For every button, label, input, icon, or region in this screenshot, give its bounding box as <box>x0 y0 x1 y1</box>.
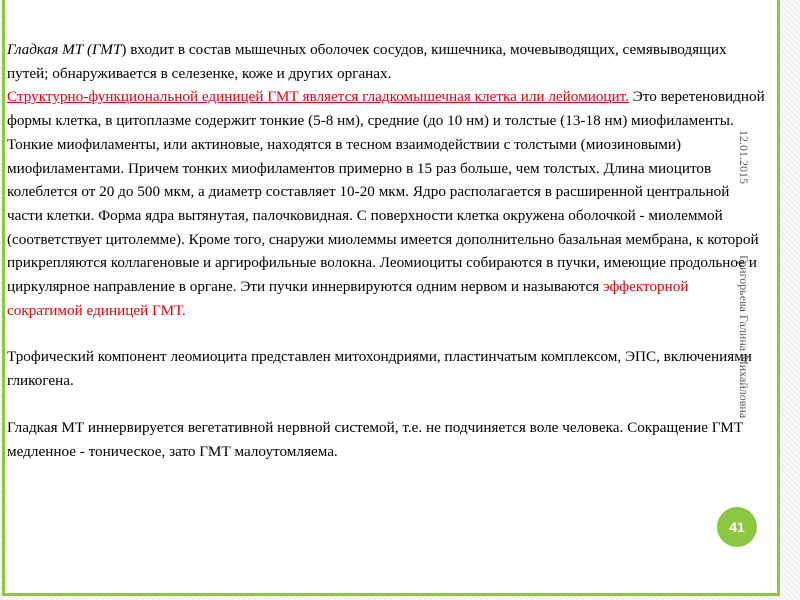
paragraph-2 <box>7 85 767 322</box>
slide-date: 12.01.2015 <box>737 130 751 184</box>
term-smooth-muscle: Гладкая МТ (ГМТ <box>7 41 122 58</box>
definition-highlight: Структурно-функциональной единицей ГМТ является гладкомышечная клетка или лейомиоцит. <box>7 88 629 106</box>
slide-author: Григорьева Галина Михайловна <box>737 255 751 419</box>
paragraph-4: Гладкая МТ иннервируется вегетативной нервной системой, т.е. не подчиняется воле человека. Сокращение ГМТ медленное - тоническое, зато ГМТ малоутомляема. <box>7 418 744 460</box>
paragraph-2-text: Это веретеновидной формы клетка, в цитоплазме содержит тонкие (5-8 нм), средние (до 10 нм) и толстые (13-18 нм) миофиламенты. Тонкие миофиламенты, или актиновые, находятся в тесном взаимодействии с толстыми (миозиновыми) миофиламентами. Причем тонких миофиламентов примерно в 15 раз больше, чем толстых. Длина миоцитов колеблется от 20 до 500 мкм, а диаметр составляет 10-20 мкм. Ядро располагается в расширенной центральной части клетки. Форма ядра вытянутая, палочковидная. С поверхности клетка окружена оболочкой - миолеммой (соответствует цитолемме). Кроме того, снаружи миолеммы имеется дополнительно базальная мембрана, к которой прикрепляются коллагеновые и аргирофильные волокна. Леомиоциты собираются в пучки, имеющие продольное и циркулярное направление в органе. Эти пучки иннервируются одним нервом и называются <box>7 88 765 296</box>
paragraph-1 <box>7 38 767 85</box>
slide-body <box>7 38 767 463</box>
spacer <box>7 322 767 345</box>
spacer <box>7 393 767 416</box>
page-number-badge: 41 <box>717 507 757 547</box>
paragraph-3: Трофический компонент леомиоцита представлен митохондриями, пластинчатым комплексом, ЭПС, включениями гликогена. <box>7 348 752 390</box>
effector-unit-highlight: эффекторной сократимой единицей ГМТ. <box>7 278 689 319</box>
sidebar-vertical-text <box>736 130 751 418</box>
paragraph-1-text: ) входит в состав мышечных оболочек сосудов, кишечника, мочевыводящих, семявыводящих путей; обнаруживается в селезенке, коже и других органах. <box>7 41 727 82</box>
